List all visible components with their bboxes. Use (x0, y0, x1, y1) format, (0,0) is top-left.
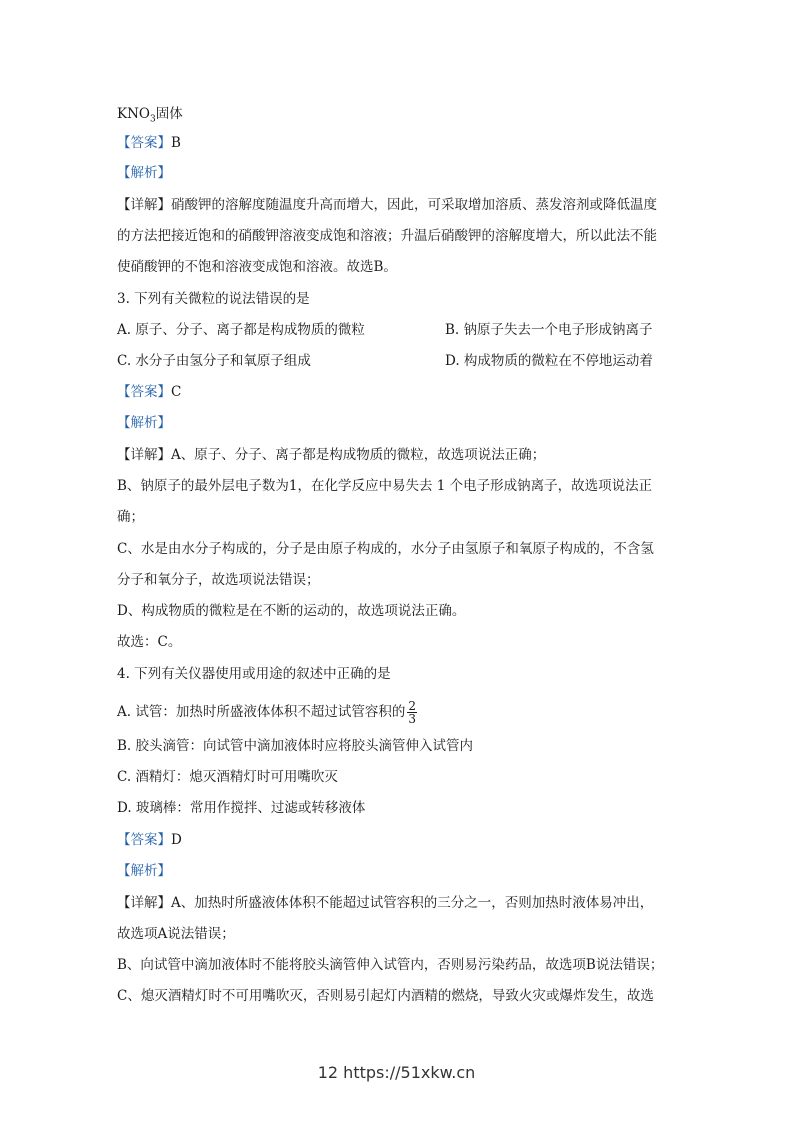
text-line: 的方法把接近饱和的硝酸钾溶液变成饱和溶液；升温后硝酸钾的溶解度增大，所以此法不能 (117, 228, 657, 244)
text: A、原子、分子、离子都是构成物质的微粒，故选项说法正确； (171, 447, 546, 463)
text: 硝酸钾的溶解度随温度升高而增大，因此，可采取增加溶质、蒸发溶剂或降低温度 (171, 197, 657, 213)
formula-subscript: 3 (149, 114, 156, 125)
detail-line (117, 445, 545, 465)
detail-label: 【详解】 (117, 895, 171, 911)
option-c: C. 酒精灯：熄灭酒精灯时可用嘴吹灭 (117, 769, 338, 785)
analysis-label: 【解析】 (117, 863, 171, 879)
answer-line (117, 382, 181, 402)
question-3: 3. 下列有关微粒的说法错误的是 (117, 291, 310, 307)
option-b: B. 胶头滴管：向试管中滴加液体时应将胶头滴管伸入试管内 (117, 738, 474, 754)
option-row (117, 320, 365, 340)
fraction (407, 700, 417, 725)
option-b: B. 钠原子失去一个电子形成钠离子 (445, 322, 653, 338)
text: A、加热时所盛液体体积不能超过试管容积的三分之一，否则加热时液体易冲出， (171, 895, 654, 911)
text-line: B、钠原子的最外层电子数为1，在化学反应中易失去 1 个电子形成钠离子，故选项说法正 (117, 478, 653, 494)
answer-value: C (171, 384, 182, 400)
detail-line (117, 195, 657, 215)
text-line: D、构成物质的微粒是在不断的运动的，故选项说法正确。 (117, 603, 466, 619)
text-line: 使硝酸钾的不饱和溶液变成饱和溶液。故选B。 (117, 259, 397, 275)
text-line (117, 104, 183, 130)
text-line: C、熄灭酒精灯时不可用嘴吹灭，否则易引起灯内酒精的燃烧，导致火灾或爆炸发生，故选 (117, 988, 654, 1004)
answer-line (117, 830, 182, 850)
detail-label: 【详解】 (117, 197, 171, 213)
text-line: 故选：C。 (117, 634, 182, 650)
formula: KNO (117, 106, 150, 122)
page-footer: 12 https://51xkw.cn (317, 1063, 476, 1082)
detail-line (117, 893, 653, 913)
text-line: B、向试管中滴加液体时不能将胶头滴管伸入试管内，否则易污染药品，故选项B说法错误； (117, 957, 664, 973)
option-row (117, 351, 311, 371)
analysis-label: 【解析】 (117, 165, 171, 181)
text-line: 确； (117, 509, 144, 525)
text-line: 分子和氧分子，故选项说法错误； (117, 572, 320, 588)
answer-value: D (171, 832, 182, 848)
option-a: A. 试管：加热时所盛液体体积不超过试管容积的 (117, 704, 406, 720)
analysis-label: 【解析】 (117, 415, 171, 431)
answer-value: B (171, 135, 181, 151)
answer-label: 【答案】 (117, 384, 171, 400)
answer-label: 【答案】 (117, 832, 171, 848)
option-a: A. 原子、分子、离子都是构成物质的微粒 (117, 322, 365, 338)
answer-line (117, 133, 181, 153)
detail-label: 【详解】 (117, 447, 171, 463)
answer-label: 【答案】 (117, 135, 171, 151)
text-line: 故选项A说法错误； (117, 926, 235, 942)
text: 固体 (155, 106, 183, 122)
option-c: C. 水分子由氢分子和氧原子组成 (117, 353, 311, 369)
option-d: D. 构成物质的微粒在不停地运动着 (445, 353, 653, 369)
fraction-numerator: 2 (408, 699, 416, 713)
option-a-row (117, 700, 417, 725)
question-4: 4. 下列有关仪器使用或用途的叙述中正确的是 (117, 666, 391, 682)
fraction-denominator: 3 (408, 712, 416, 726)
text-line: C、水是由水分子构成的，分子是由原子构成的，水分子由氢原子和氧原子构成的，不含氢 (117, 541, 654, 557)
option-d: D. 玻璃棒：常用作搅拌、过滤或转移液体 (117, 800, 366, 816)
